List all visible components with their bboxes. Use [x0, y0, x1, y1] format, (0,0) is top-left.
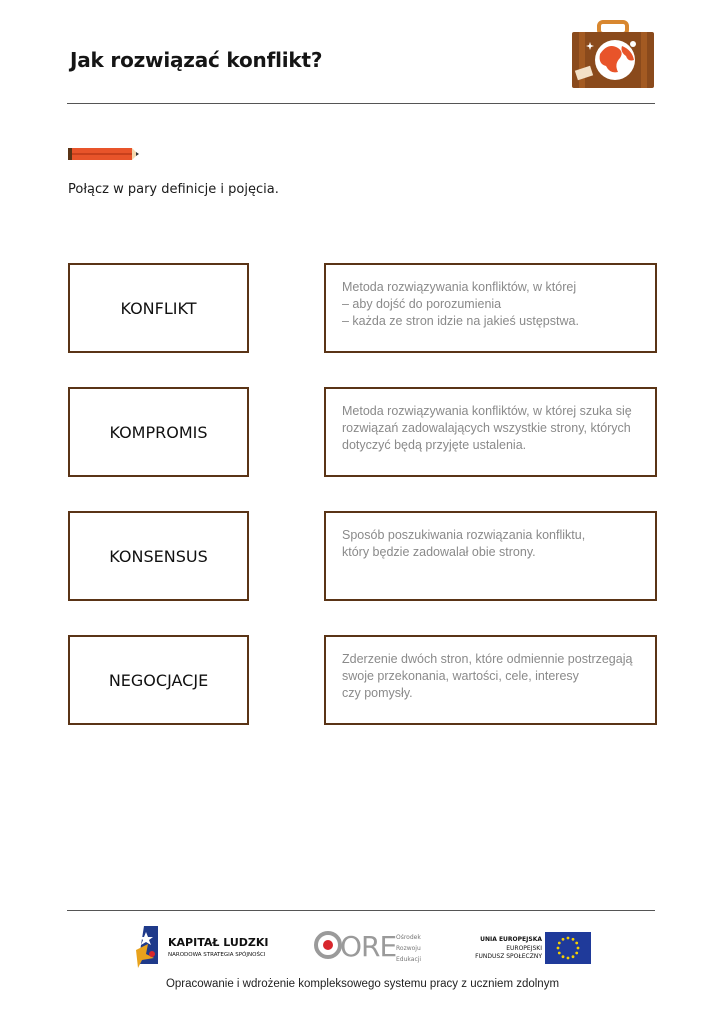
term-card[interactable]: KOMPROMIS: [68, 387, 249, 477]
ore-line-3: Edukacji: [396, 956, 422, 963]
ore-line-2: Rozwoju: [396, 945, 421, 952]
eu-line-3: FUNDUSZ SPOŁECZNY: [475, 953, 542, 960]
page-title: Jak rozwiązać konflikt?: [70, 48, 323, 72]
definition-text: Metoda rozwiązywania konfliktów, w której – aby dojść do porozumienia – każda ze stron idzie na jakieś ustępstwa.: [342, 280, 579, 328]
definition-card[interactable]: [324, 263, 657, 353]
ore-logo-text: ORE: [340, 930, 397, 963]
footer-caption: Opracowanie i wdrożenie kompleksowego systemu pracy z uczniem zdolnym: [165, 978, 560, 990]
term-card[interactable]: KONSENSUS: [68, 511, 249, 601]
pencil-icon: [68, 146, 142, 162]
eu-line-1: UNIA EUROPEJSKA: [480, 936, 542, 943]
footer-divider: [67, 910, 655, 911]
definition-card[interactable]: [324, 635, 657, 725]
footer-logos: [130, 924, 600, 972]
definition-text: Zderzenie dwóch stron, które odmiennie postrzegają swoje przekonania, wartości, cele, interesy czy pomysły.: [342, 652, 633, 700]
eu-flag-icon: [545, 932, 591, 964]
kapital-ludzki-title: KAPITAŁ LUDZKI: [168, 936, 269, 949]
kapital-ludzki-subtitle: NARODOWA STRATEGIA SPÓJNOŚCI: [168, 952, 266, 958]
header-divider: [67, 103, 655, 104]
suitcase-globe-icon: [570, 20, 656, 90]
definition-card[interactable]: [324, 387, 657, 477]
definition-text: Sposób poszukiwania rozwiązania konfliktu, który będzie zadowalał obie strony.: [342, 528, 586, 559]
kapital-ludzki-logo-icon: [134, 924, 160, 968]
ore-logo-icon: [314, 928, 342, 962]
definition-card[interactable]: [324, 511, 657, 601]
definition-text: Metoda rozwiązywania konfliktów, w której szuka się rozwiązań zadowalających wszystkie strony, których dotyczyć będą przyjęte ustalenia.: [342, 404, 632, 452]
ore-line-1: Ośrodek: [396, 934, 421, 941]
term-card[interactable]: NEGOCJACJE: [68, 635, 249, 725]
eu-line-2: EUROPEJSKI: [506, 945, 542, 952]
term-card[interactable]: KONFLIKT: [68, 263, 249, 353]
task-instruction: Połącz w pary definicje i pojęcia.: [68, 182, 279, 197]
